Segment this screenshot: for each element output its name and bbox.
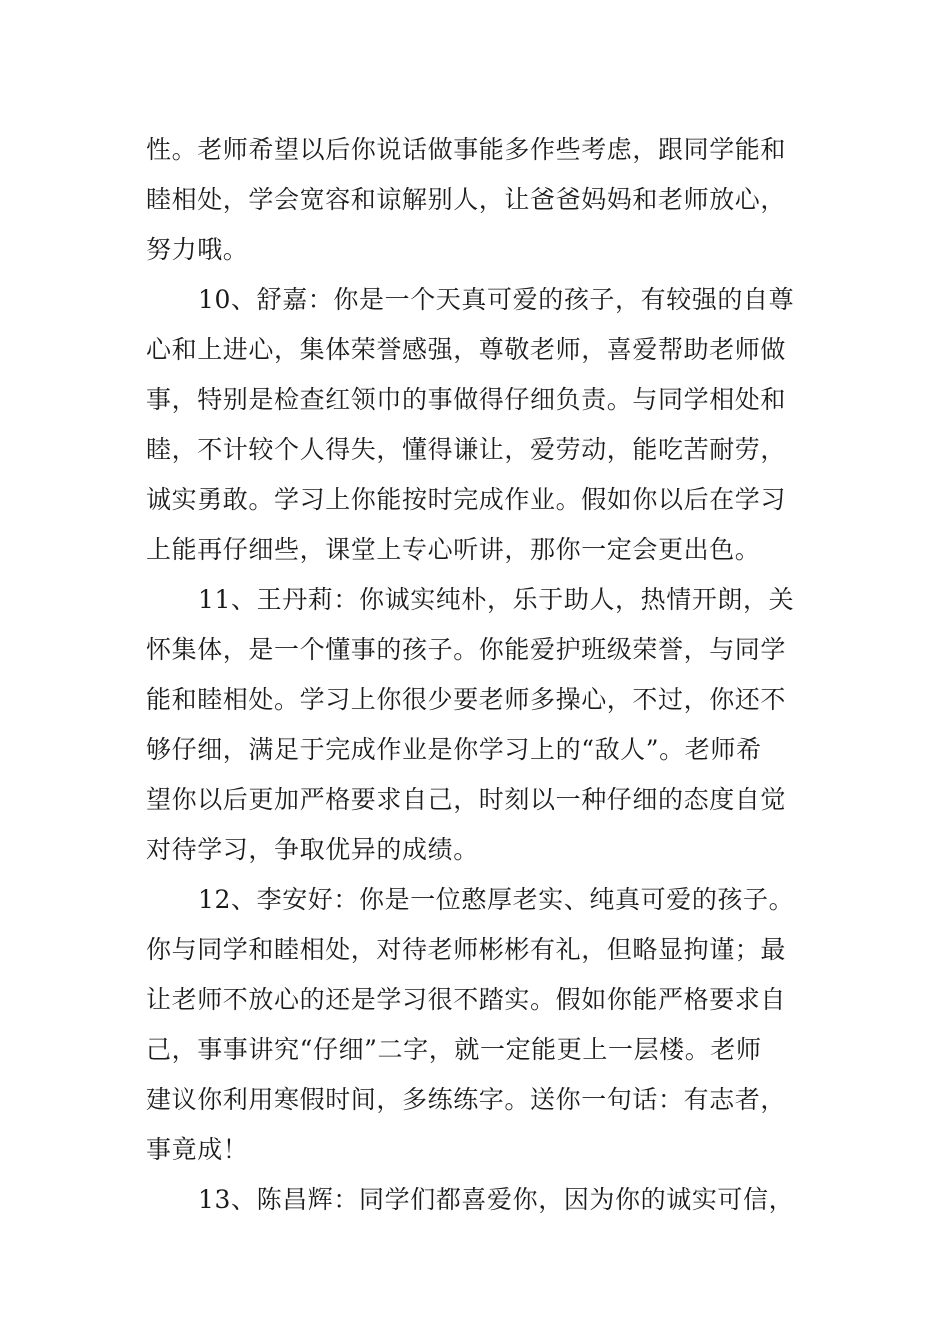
text-line: 上能再仔细些，课堂上专心听讲，那你一定会更出色。 [146, 535, 761, 564]
comment-10-start: 10、舒嘉：你是一个天真可爱的孩子，有较强的自尊 [198, 285, 795, 314]
text-line: 对待学习，争取优异的成绩。 [146, 835, 479, 864]
comment-13-start: 13、陈昌辉：同学们都喜爱你，因为你的诚实可信， [198, 1185, 795, 1214]
text-line: 能和睦相处。学习上你很少要老师多操心，不过，你还不 [146, 685, 787, 714]
text-line: 睦，不计较个人得失，懂得谦让，爱劳动，能吃苦耐劳， [146, 435, 787, 464]
text-line: 事竟成！ [146, 1135, 249, 1164]
comment-11-start: 11、王丹莉：你诚实纯朴，乐于助人，热情开朗，关 [198, 585, 795, 614]
text-line: 建议你利用寒假时间，多练练字。送你一句话：有志者， [146, 1085, 787, 1114]
text-line: 望你以后更加严格要求自己，时刻以一种仔细的态度自觉 [146, 785, 787, 814]
text-line: 你与同学和睦相处，对待老师彬彬有礼，但略显拘谨；最 [146, 935, 787, 964]
text-line: 性。老师希望以后你说话做事能多作些考虑，跟同学能和 [146, 135, 787, 164]
text-line: 够仔细，满足于完成作业是你学习上的“敌人”。老师希 [146, 735, 762, 764]
text-line: 让老师不放心的还是学习很不踏实。假如你能严格要求自 [146, 985, 787, 1014]
text-line: 怀集体，是一个懂事的孩子。你能爱护班级荣誉，与同学 [146, 635, 787, 664]
text-line: 睦相处，学会宽容和谅解别人，让爸爸妈妈和老师放心， [146, 185, 787, 214]
comment-12-start: 12、李安好：你是一位憨厚老实、纯真可爱的孩子。 [198, 885, 795, 914]
text-line: 努力哦。 [146, 235, 249, 264]
text-line: 事，特别是检查红领巾的事做得仔细负责。与同学相处和 [146, 385, 787, 414]
text-line: 诚实勇敢。学习上你能按时完成作业。假如你以后在学习 [146, 485, 787, 514]
text-line: 心和上进心，集体荣誉感强，尊敬老师，喜爱帮助老师做 [146, 335, 787, 364]
text-line: 己，事事讲究“仔细”二字，就一定能更上一层楼。老师 [146, 1035, 762, 1064]
